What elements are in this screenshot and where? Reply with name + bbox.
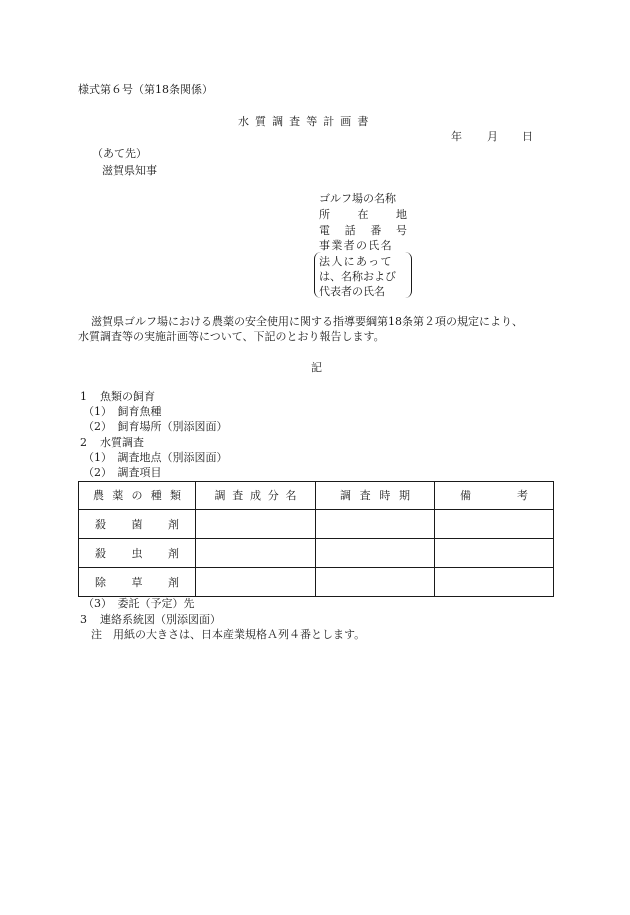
form-number: 様式第６号（第18条関係） [78, 83, 213, 96]
table-header-row [79, 482, 554, 510]
header-pesticide-type: 農 薬 の 種 類 [79, 482, 196, 510]
row-insecticide-label: 殺 虫 剤 [79, 539, 196, 568]
header-survey-components: 調 査 成 分 名 [196, 482, 316, 510]
item-2-1: （1） 調査地点（別添図面） [83, 451, 228, 464]
table-row [79, 539, 554, 568]
corporation-note-line3: 代表者の氏名 [319, 285, 385, 298]
operator-name-label: 事業者の氏名 [319, 239, 393, 252]
location-label: 所 在 地 [319, 208, 407, 221]
table-cell [435, 510, 554, 539]
ki-heading: 記 [311, 361, 322, 374]
corporation-note-line1: 法人にあって [319, 255, 393, 268]
body-text-line1: 滋賀県ゴルフ場における農薬の安全使用に関する指導要綱第18条第２項の規定により、 [91, 315, 523, 328]
item-1-1: （1） 飼育魚種 [83, 405, 162, 418]
item-2-2: （2） 調査項目 [83, 466, 162, 479]
table-cell [196, 568, 316, 597]
table-row [79, 510, 554, 539]
header-remarks: 備 考 [435, 482, 554, 510]
table-row [79, 568, 554, 597]
item-1-heading: 魚類の飼育 [100, 390, 155, 403]
row-herbicide-label: 除 草 剤 [79, 568, 196, 597]
addressee-name: 滋賀県知事 [102, 164, 157, 177]
body-text-line2: 水質調査等の実施計画等について、下記のとおり報告します。 [78, 330, 385, 343]
table-cell [435, 539, 554, 568]
table-cell [196, 510, 316, 539]
table-cell [435, 568, 554, 597]
header-survey-period: 調 査 時 期 [316, 482, 435, 510]
date-month: 月 [487, 130, 498, 143]
item-3-heading: 連絡系統図（別添図面） [100, 613, 221, 626]
date-day: 日 [522, 130, 533, 143]
item-1-number: 1 [80, 390, 87, 403]
item-2-3: （3） 委託（予定）先 [83, 597, 195, 610]
row-fungicide-label: 殺 菌 剤 [79, 510, 196, 539]
item-1-2: （2） 飼育場所（別添図面） [83, 420, 228, 433]
corporation-note-line2: は、名称および [319, 270, 396, 283]
paper-size-note: 注 用紙の大きさは、日本産業規格Ａ列４番とします。 [91, 628, 366, 641]
item-2-heading: 水質調査 [100, 436, 144, 449]
table-cell [196, 539, 316, 568]
addressee-prefix: （あて先） [92, 147, 147, 160]
table-cell [316, 539, 435, 568]
item-2-number: 2 [80, 436, 87, 449]
phone-label: 電 話 番 号 [319, 224, 407, 237]
table-cell [316, 568, 435, 597]
item-3-number: 3 [80, 613, 87, 626]
survey-items-table [78, 481, 554, 597]
table-cell [316, 510, 435, 539]
document-title: 水質調査等計画書 [238, 115, 375, 128]
date-year: 年 [451, 130, 462, 143]
golf-course-name-label: ゴルフ場の名称 [319, 192, 396, 205]
